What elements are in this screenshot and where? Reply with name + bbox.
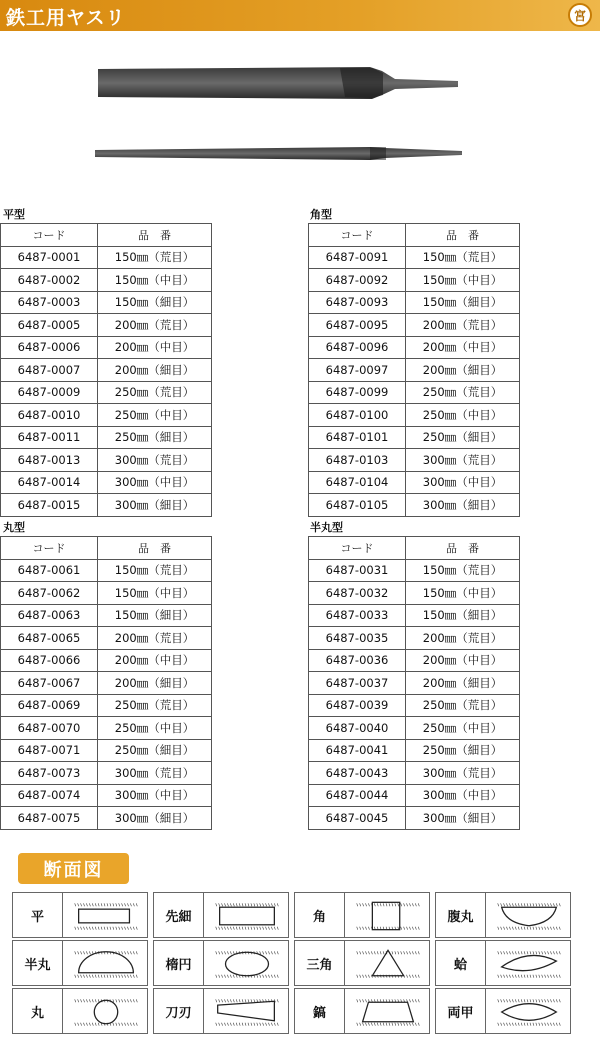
item-cell: 300㎜（中目） <box>406 471 520 494</box>
table-row <box>1 559 212 582</box>
table-row <box>309 762 520 785</box>
code-cell: 6487-0069 <box>1 694 98 717</box>
item-cell: 300㎜（細目） <box>406 807 520 830</box>
cross-section-label: 平 <box>13 893 63 937</box>
table-row <box>1 604 212 627</box>
table-row <box>1 314 212 337</box>
table-header-row <box>309 537 520 560</box>
item-cell: 300㎜（荒目） <box>98 762 212 785</box>
table-row <box>1 336 212 359</box>
table-header-row <box>309 224 520 247</box>
table-row <box>309 649 520 672</box>
code-column-header: コード <box>309 537 406 560</box>
table-row <box>1 672 212 695</box>
table-row <box>1 426 212 449</box>
cross-section-title: 断面図 <box>18 853 129 884</box>
table-row <box>1 269 212 292</box>
item-cell: 200㎜（中目） <box>406 336 520 359</box>
cross-section-shape-icon <box>63 989 149 1035</box>
table-row <box>309 426 520 449</box>
item-cell: 150㎜（細目） <box>406 604 520 627</box>
code-cell: 6487-0033 <box>309 604 406 627</box>
code-cell: 6487-0005 <box>1 314 98 337</box>
table-row <box>309 314 520 337</box>
table-row <box>1 784 212 807</box>
table-row <box>309 404 520 427</box>
code-cell: 6487-0031 <box>309 559 406 582</box>
item-cell: 200㎜（荒目） <box>406 314 520 337</box>
table-row <box>309 336 520 359</box>
table-row <box>1 717 212 740</box>
item-cell: 250㎜（細目） <box>98 426 212 449</box>
item-cell: 200㎜（細目） <box>406 672 520 695</box>
cross-section-shape-icon <box>486 941 572 987</box>
code-cell: 6487-0075 <box>1 807 98 830</box>
item-cell: 250㎜（細目） <box>406 426 520 449</box>
code-cell: 6487-0092 <box>309 269 406 292</box>
cross-section-cell <box>153 940 289 986</box>
code-cell: 6487-0070 <box>1 717 98 740</box>
item-cell: 250㎜（荒目） <box>406 381 520 404</box>
item-cell: 300㎜（中目） <box>406 784 520 807</box>
cross-section-shape-icon <box>63 893 149 939</box>
item-cell: 200㎜（中目） <box>98 336 212 359</box>
code-cell: 6487-0063 <box>1 604 98 627</box>
item-cell: 250㎜（細目） <box>406 739 520 762</box>
code-cell: 6487-0045 <box>309 807 406 830</box>
table-row <box>309 381 520 404</box>
table-row <box>1 694 212 717</box>
table-row <box>309 246 520 269</box>
code-cell: 6487-0011 <box>1 426 98 449</box>
cross-section-shape-icon <box>345 893 431 939</box>
code-cell: 6487-0103 <box>309 449 406 472</box>
table-row <box>1 627 212 650</box>
table-row <box>1 582 212 605</box>
item-cell: 300㎜（細目） <box>98 807 212 830</box>
header-banner <box>0 0 600 31</box>
item-cell: 150㎜（細目） <box>98 604 212 627</box>
item-cell: 250㎜（荒目） <box>98 381 212 404</box>
item-column-header: 品 番 <box>406 537 520 560</box>
table-row <box>309 784 520 807</box>
cross-section-cell <box>294 988 430 1034</box>
cross-section-cell <box>435 940 571 986</box>
table-row <box>1 494 212 517</box>
cross-section-cell <box>294 940 430 986</box>
cross-section-shape-icon <box>345 941 431 987</box>
square-type-table <box>308 223 520 517</box>
half-round-type-label: 半丸型 <box>310 521 343 534</box>
table-row <box>1 246 212 269</box>
item-cell: 200㎜（荒目） <box>406 627 520 650</box>
page-title: 鉄工用ヤスリ <box>6 7 126 29</box>
code-cell: 6487-0099 <box>309 381 406 404</box>
code-cell: 6487-0009 <box>1 381 98 404</box>
cross-section-cell <box>12 940 148 986</box>
code-cell: 6487-0101 <box>309 426 406 449</box>
code-cell: 6487-0036 <box>309 649 406 672</box>
cross-section-label: 刀刃 <box>154 989 204 1033</box>
item-cell: 250㎜（荒目） <box>98 694 212 717</box>
code-column-header: コード <box>309 224 406 247</box>
code-cell: 6487-0044 <box>309 784 406 807</box>
code-cell: 6487-0015 <box>1 494 98 517</box>
item-cell: 200㎜（細目） <box>406 359 520 382</box>
cross-section-shape-icon <box>345 989 431 1035</box>
cross-section-cell <box>153 892 289 938</box>
cross-section-label: 丸 <box>13 989 63 1033</box>
table-row <box>309 739 520 762</box>
item-cell: 200㎜（中目） <box>98 649 212 672</box>
code-cell: 6487-0104 <box>309 471 406 494</box>
cross-section-shape-icon <box>204 989 290 1035</box>
code-cell: 6487-0093 <box>309 291 406 314</box>
table-row <box>1 807 212 830</box>
code-cell: 6487-0040 <box>309 717 406 740</box>
code-cell: 6487-0100 <box>309 404 406 427</box>
item-cell: 300㎜（荒目） <box>406 762 520 785</box>
cross-section-shape-icon <box>204 941 290 987</box>
cross-section-cell <box>153 988 289 1034</box>
item-cell: 250㎜（中目） <box>98 717 212 740</box>
item-cell: 150㎜（荒目） <box>406 246 520 269</box>
code-cell: 6487-0032 <box>309 582 406 605</box>
item-cell: 200㎜（細目） <box>98 359 212 382</box>
table-row <box>309 694 520 717</box>
item-cell: 250㎜（中目） <box>98 404 212 427</box>
table-header-row <box>1 537 212 560</box>
item-cell: 150㎜（中目） <box>98 269 212 292</box>
code-cell: 6487-0066 <box>1 649 98 672</box>
code-cell: 6487-0061 <box>1 559 98 582</box>
round-file-image <box>95 147 462 160</box>
table-row <box>309 269 520 292</box>
item-cell: 250㎜（中目） <box>406 717 520 740</box>
square-type-label: 角型 <box>310 208 332 221</box>
cross-section-label: 腹丸 <box>436 893 486 937</box>
table-row <box>309 449 520 472</box>
item-cell: 150㎜（細目） <box>98 291 212 314</box>
item-cell: 200㎜（荒目） <box>98 314 212 337</box>
table-row <box>309 559 520 582</box>
cross-section-label: 両甲 <box>436 989 486 1033</box>
table-row <box>1 381 212 404</box>
item-column-header: 品 番 <box>406 224 520 247</box>
cross-section-shape-icon <box>63 941 149 987</box>
item-cell: 300㎜（細目） <box>406 494 520 517</box>
cross-section-label: 三角 <box>295 941 345 985</box>
flat-type-table <box>0 223 212 517</box>
cross-section-cell <box>12 892 148 938</box>
item-cell: 200㎜（荒目） <box>98 627 212 650</box>
item-cell: 300㎜（荒目） <box>98 449 212 472</box>
flat-type-label: 平型 <box>3 208 25 221</box>
code-cell: 6487-0062 <box>1 582 98 605</box>
half-round-type-table <box>308 536 520 830</box>
code-cell: 6487-0010 <box>1 404 98 427</box>
code-cell: 6487-0071 <box>1 739 98 762</box>
item-column-header: 品 番 <box>98 224 212 247</box>
round-type-label: 丸型 <box>3 521 25 534</box>
code-cell: 6487-0073 <box>1 762 98 785</box>
item-cell: 300㎜（荒目） <box>406 449 520 472</box>
table-header-row <box>1 224 212 247</box>
cross-section-cell <box>12 988 148 1034</box>
round-type-table <box>0 536 212 830</box>
item-cell: 200㎜（中目） <box>406 649 520 672</box>
code-cell: 6487-0035 <box>309 627 406 650</box>
code-cell: 6487-0006 <box>1 336 98 359</box>
code-cell: 6487-0037 <box>309 672 406 695</box>
cross-section-label: 角 <box>295 893 345 937</box>
code-cell: 6487-0096 <box>309 336 406 359</box>
flat-file-image <box>98 67 458 99</box>
item-cell: 300㎜（中目） <box>98 784 212 807</box>
table-row <box>309 471 520 494</box>
table-row <box>1 449 212 472</box>
code-column-header: コード <box>1 537 98 560</box>
code-cell: 6487-0091 <box>309 246 406 269</box>
cross-section-shape-icon <box>486 893 572 939</box>
code-cell: 6487-0095 <box>309 314 406 337</box>
item-cell: 250㎜（荒目） <box>406 694 520 717</box>
item-cell: 300㎜（細目） <box>98 494 212 517</box>
item-cell: 150㎜（中目） <box>98 582 212 605</box>
item-cell: 250㎜（細目） <box>98 739 212 762</box>
cross-section-shape-icon <box>486 989 572 1035</box>
code-cell: 6487-0007 <box>1 359 98 382</box>
code-cell: 6487-0013 <box>1 449 98 472</box>
item-cell: 300㎜（中目） <box>98 471 212 494</box>
item-cell: 150㎜（荒目） <box>406 559 520 582</box>
table-row <box>1 291 212 314</box>
table-row <box>309 291 520 314</box>
cross-section-label: 楕円 <box>154 941 204 985</box>
code-cell: 6487-0001 <box>1 246 98 269</box>
item-cell: 150㎜（中目） <box>406 269 520 292</box>
item-cell: 150㎜（荒目） <box>98 246 212 269</box>
brand-logo: 宮 <box>568 3 592 27</box>
table-row <box>309 582 520 605</box>
code-cell: 6487-0097 <box>309 359 406 382</box>
code-cell: 6487-0067 <box>1 672 98 695</box>
table-row <box>309 604 520 627</box>
table-row <box>309 359 520 382</box>
table-row <box>309 672 520 695</box>
code-cell: 6487-0043 <box>309 762 406 785</box>
item-cell: 150㎜（細目） <box>406 291 520 314</box>
item-cell: 200㎜（細目） <box>98 672 212 695</box>
table-row <box>1 359 212 382</box>
item-column-header: 品 番 <box>98 537 212 560</box>
cross-section-label: 鎬 <box>295 989 345 1033</box>
item-cell: 250㎜（中目） <box>406 404 520 427</box>
cross-section-label: 先細 <box>154 893 204 937</box>
item-cell: 150㎜（荒目） <box>98 559 212 582</box>
code-cell: 6487-0014 <box>1 471 98 494</box>
code-cell: 6487-0041 <box>309 739 406 762</box>
cross-section-cell <box>435 892 571 938</box>
cross-section-label: 蛤 <box>436 941 486 985</box>
table-row <box>1 404 212 427</box>
product-photo <box>0 31 600 201</box>
item-cell: 150㎜（中目） <box>406 582 520 605</box>
code-column-header: コード <box>1 224 98 247</box>
table-row <box>1 649 212 672</box>
table-row <box>1 762 212 785</box>
table-row <box>1 471 212 494</box>
code-cell: 6487-0065 <box>1 627 98 650</box>
cross-section-cell <box>435 988 571 1034</box>
code-cell: 6487-0039 <box>309 694 406 717</box>
code-cell: 6487-0003 <box>1 291 98 314</box>
table-row <box>309 494 520 517</box>
table-row <box>309 807 520 830</box>
table-row <box>309 627 520 650</box>
code-cell: 6487-0105 <box>309 494 406 517</box>
code-cell: 6487-0002 <box>1 269 98 292</box>
table-row <box>1 739 212 762</box>
cross-section-cell <box>294 892 430 938</box>
cross-section-shape-icon <box>204 893 290 939</box>
table-row <box>309 717 520 740</box>
code-cell: 6487-0074 <box>1 784 98 807</box>
cross-section-label: 半丸 <box>13 941 63 985</box>
